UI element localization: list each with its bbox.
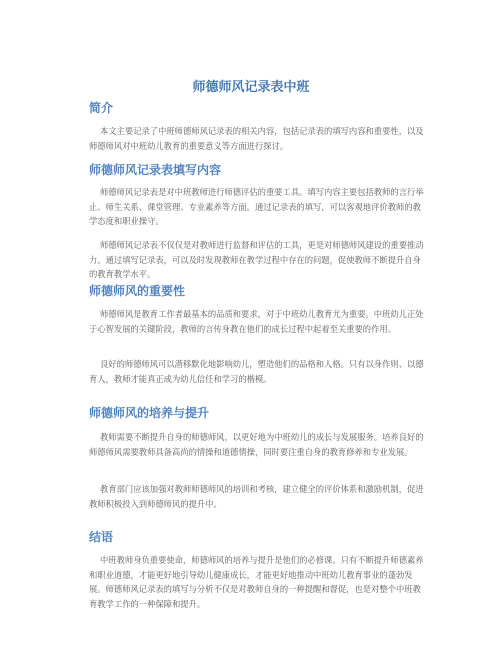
paragraph-intro-1: 本文主要记录了中班师德师风记录表的相关内容，包括记录表的填写内容和重要性，以及师德师风对中班幼儿教育的重要意义等方面进行探讨。 [89, 126, 424, 151]
section-heading-importance: 师德师风的重要性 [89, 284, 186, 298]
section-heading-conclusion: 结语 [89, 530, 114, 544]
paragraph-record-content-1: 师德师风记录表是对中班教师进行师德评估的重要工具。填写内容主要包括教师的言行举止、师生关系、课堂管理、专业素养等方面。通过记录表的填写，可以客观地评价教师的教学态度和职业操守。 [89, 187, 424, 226]
paragraph-cultivation-2: 教育部门应该加强对教师师德师风的培训和考核，建立健全的评价体系和激励机制，促进教师积极投入到师德师风的提升中。 [89, 484, 424, 509]
paragraph-record-content-2: 师德师风记录表不仅仅是对教师进行监督和评估的工具，更是对师德师风建设的重要推动力。通过填写记录表，可以及时发现教师在教学过程中存在的问题，促使教师不断提升自身的教育教学水平。 [89, 240, 424, 279]
paragraph-cultivation-1: 教师需要不断提升自身的师德师风，以更好地为中班幼儿的成长与发展服务。培养良好的师德师风需要教师具备高尚的情操和道德情操，同时要注重自身的教育修养和专业发展。 [89, 432, 424, 457]
document-title: 师德师风记录表中班 [192, 80, 310, 95]
paragraph-conclusion-1: 中班教师身负重要使命，师德师风的培养与提升是他们的必修课。只有不断提升师德素养和职业道德，才能更好地引导幼儿健康成长，才能更好地推动中班幼儿教育事业的蓬勃发展。师德师风记录表的填写与分析不仅是对教师自身的一种提醒和督促，也是对整个中班教育教学工作的一种保障和提升。 [89, 555, 424, 609]
paragraph-importance-1: 师德师风是教育工作者最基本的品质和要求，对于中班幼儿教育尤为重要。中班幼儿正处于心智发展的关键阶段，教师的言传身教在他们的成长过程中起着至关重要的作用。 [89, 309, 424, 334]
section-heading-record-content: 师德师风记录表填写内容 [89, 163, 222, 177]
paragraph-importance-2: 良好的师德师风可以潜移默化地影响幼儿，塑造他们的品格和人格。只有以身作则、以德育人，教师才能真正成为幼儿信任和学习的楷模。 [89, 359, 424, 384]
section-heading-cultivation: 师德师风的培养与提升 [89, 406, 210, 420]
section-heading-intro: 简介 [89, 101, 114, 115]
